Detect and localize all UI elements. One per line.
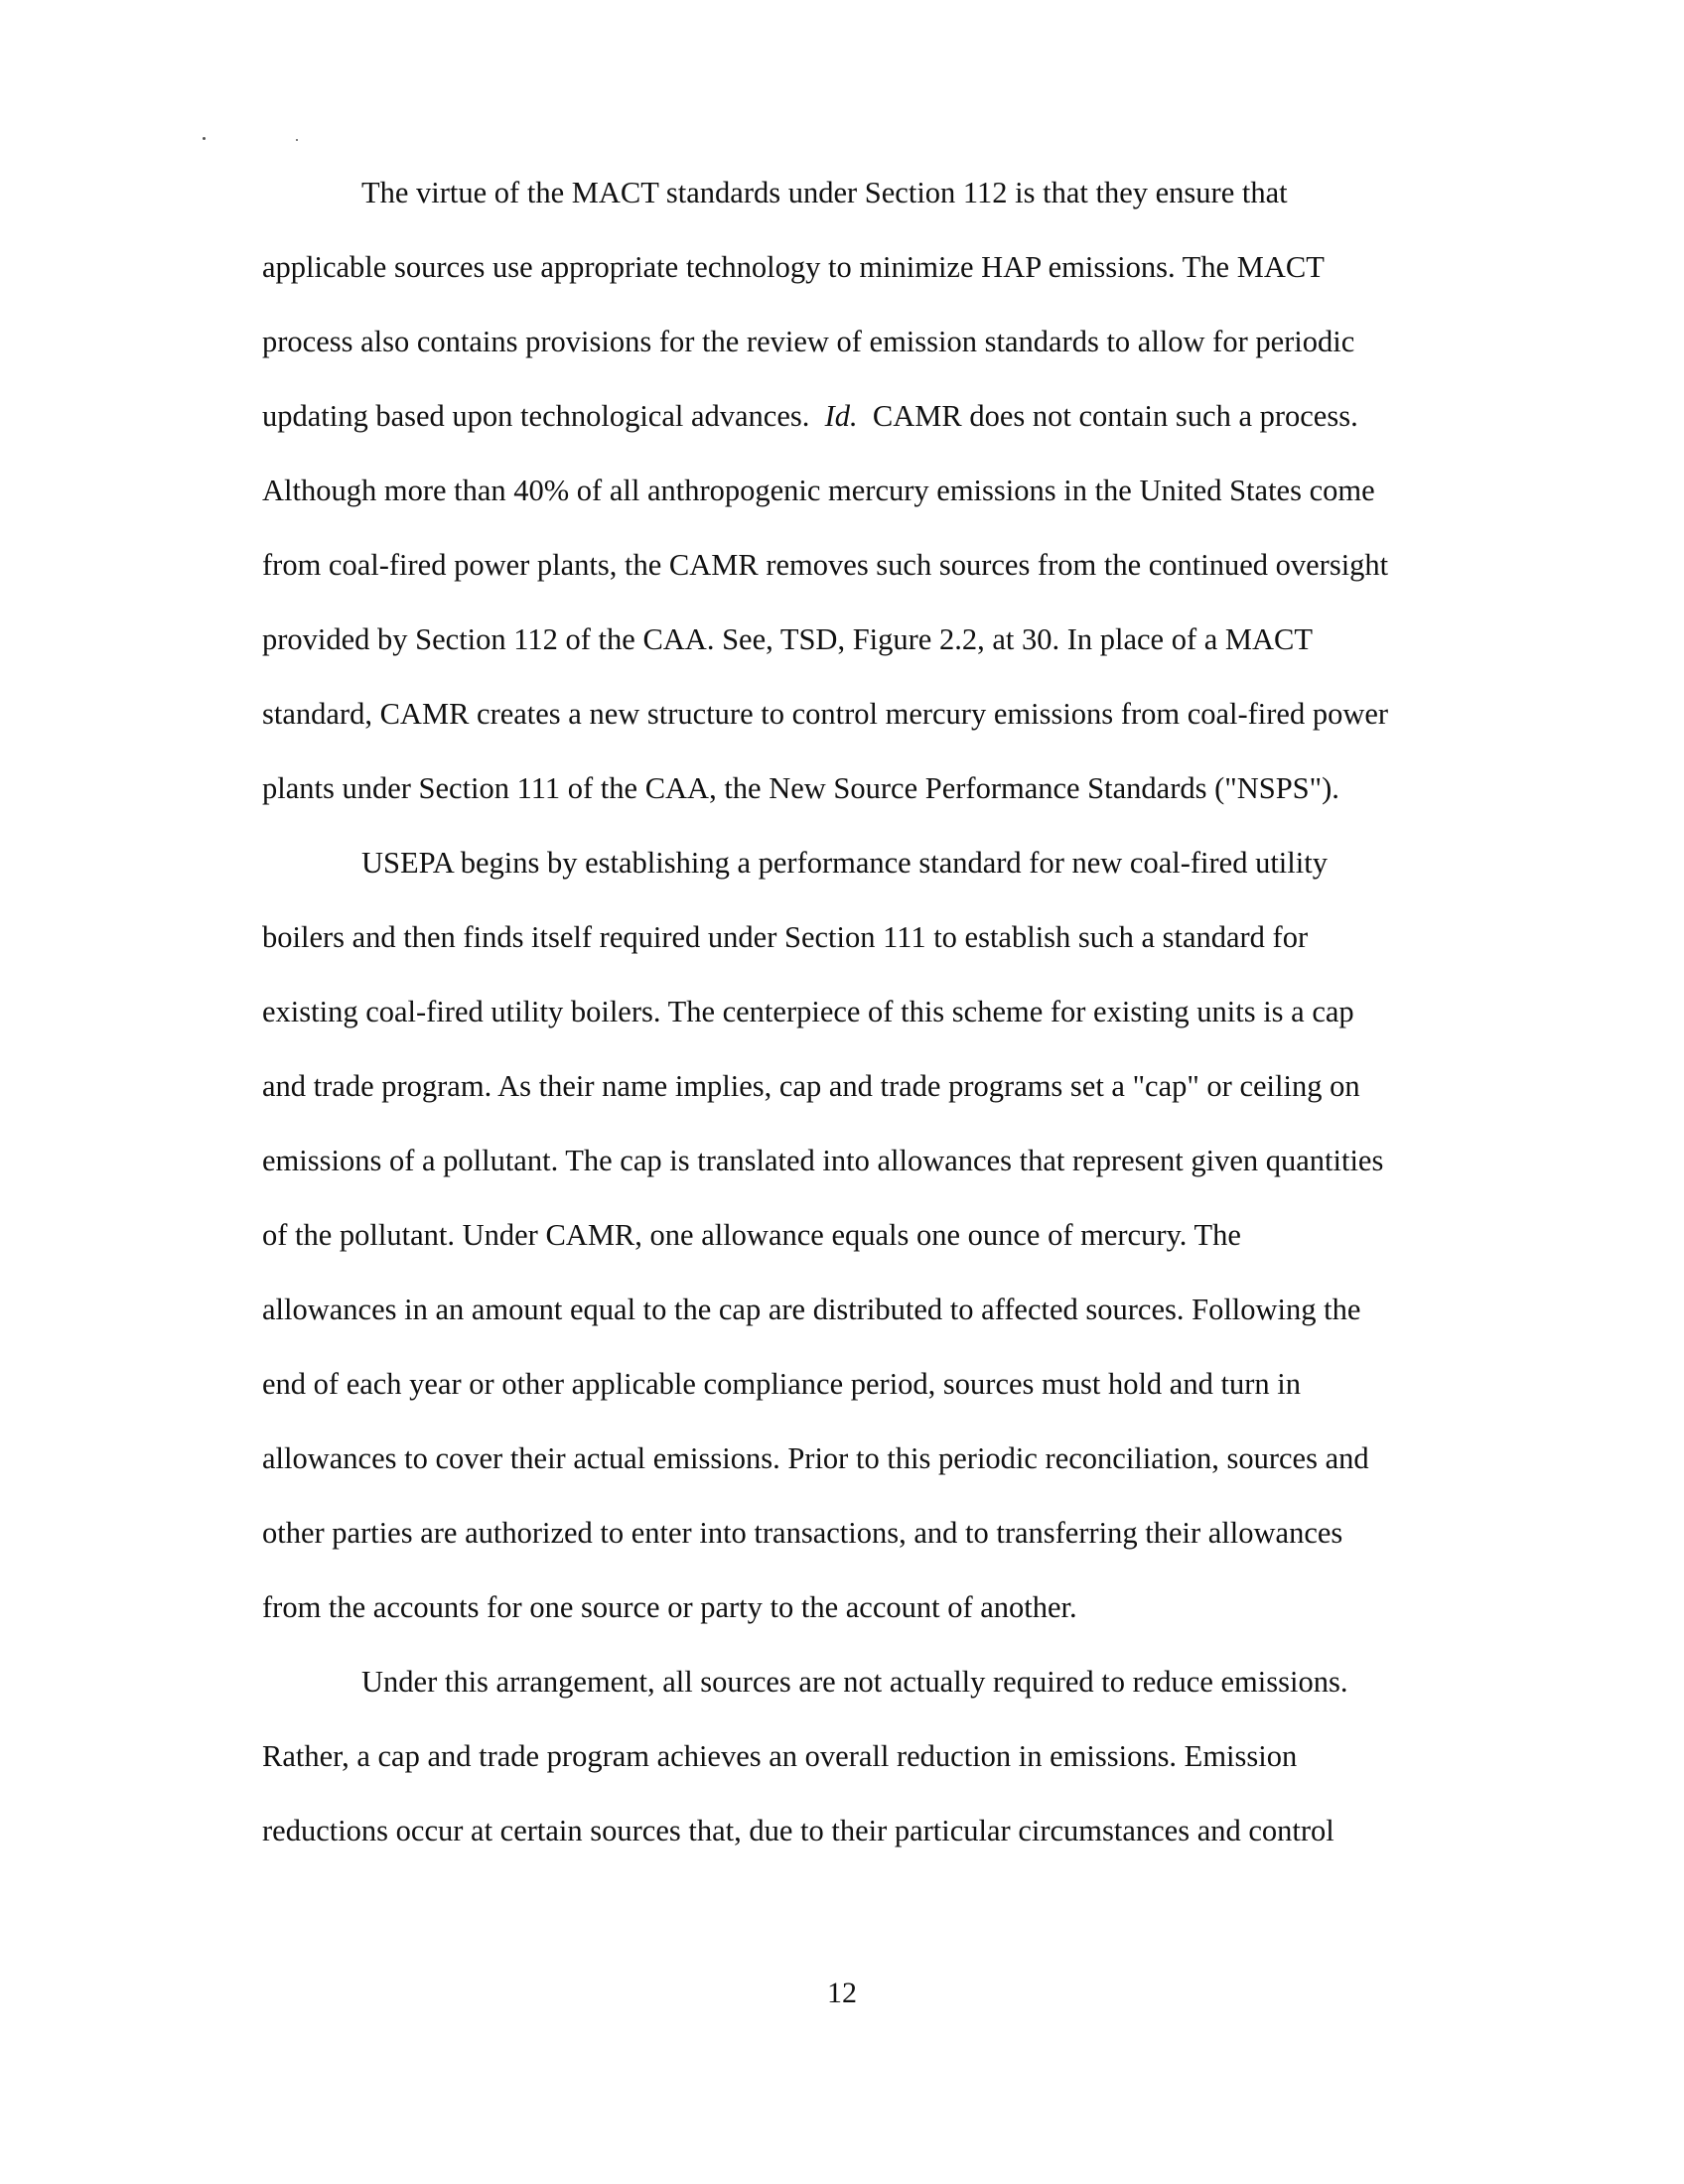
line-text: updating based upon technological advances. xyxy=(262,399,810,433)
paragraph-1-line-4 xyxy=(262,396,1358,436)
paragraph-3-line-2: Rather, a cap and trade program achieves an overall reduction in emissions. Emission xyxy=(262,1739,1298,1773)
paragraph-2-line-4: and trade program. As their name implies, cap and trade programs set a "cap" or ceiling on xyxy=(262,1069,1360,1103)
paragraph-3-line-3: reductions occur at certain sources that, due to their particular circumstances and control xyxy=(262,1814,1334,1847)
paragraph-2-line-7: allowances in an amount equal to the cap are distributed to affected sources. Following the xyxy=(262,1293,1361,1326)
paragraph-2-line-10: other parties are authorized to enter into transactions, and to transferring their allowances xyxy=(262,1516,1343,1550)
paragraph-3-line-1: Under this arrangement, all sources are not actually required to reduce emissions. xyxy=(361,1665,1348,1699)
scan-speck xyxy=(203,137,206,140)
paragraph-1-line-8: standard, CAMR creates a new structure to control mercury emissions from coal-fired power xyxy=(262,697,1389,731)
paragraph-1-line-3: process also contains provisions for the review of emission standards to allow for periodic xyxy=(262,325,1355,358)
paragraph-1-line-1: The virtue of the MACT standards under Section 112 is that they ensure that xyxy=(361,176,1288,209)
paragraph-1-line-7: provided by Section 112 of the CAA. See, TSD, Figure 2.2, at 30. In place of a MACT xyxy=(262,622,1314,656)
paragraph-1-line-2: applicable sources use appropriate technology to minimize HAP emissions. The MACT xyxy=(262,250,1325,284)
citation-id: Id. xyxy=(824,399,858,433)
paragraph-1-line-9: plants under Section 111 of the CAA, the New Source Performance Standards ("NSPS"). xyxy=(262,771,1339,805)
paragraph-1-line-6: from coal-fired power plants, the CAMR removes such sources from the continued oversight xyxy=(262,548,1389,582)
line-text: CAMR does not contain such a process. xyxy=(872,399,1358,433)
paragraph-2-line-11: from the accounts for one source or party to the account of another. xyxy=(262,1590,1077,1624)
paragraph-2-line-5: emissions of a pollutant. The cap is translated into allowances that represent given quantities xyxy=(262,1144,1384,1177)
paragraph-2-line-9: allowances to cover their actual emissions. Prior to this periodic reconciliation, sources and xyxy=(262,1441,1369,1475)
paragraph-1-line-5: Although more than 40% of all anthropogenic mercury emissions in the United States come xyxy=(262,474,1375,507)
paragraph-2-line-1: USEPA begins by establishing a performance standard for new coal-fired utility xyxy=(361,846,1328,880)
paragraph-2-line-8: end of each year or other applicable compliance period, sources must hold and turn in xyxy=(262,1367,1301,1401)
page-number: 12 xyxy=(827,1977,857,2009)
paragraph-2-line-2: boilers and then finds itself required under Section 111 to establish such a standard for xyxy=(262,920,1309,954)
scan-speck xyxy=(296,139,298,141)
paragraph-2-line-3: existing coal-fired utility boilers. The centerpiece of this scheme for existing units is a cap xyxy=(262,995,1354,1028)
paragraph-2-line-6: of the pollutant. Under CAMR, one allowance equals one ounce of mercury. The xyxy=(262,1218,1241,1252)
